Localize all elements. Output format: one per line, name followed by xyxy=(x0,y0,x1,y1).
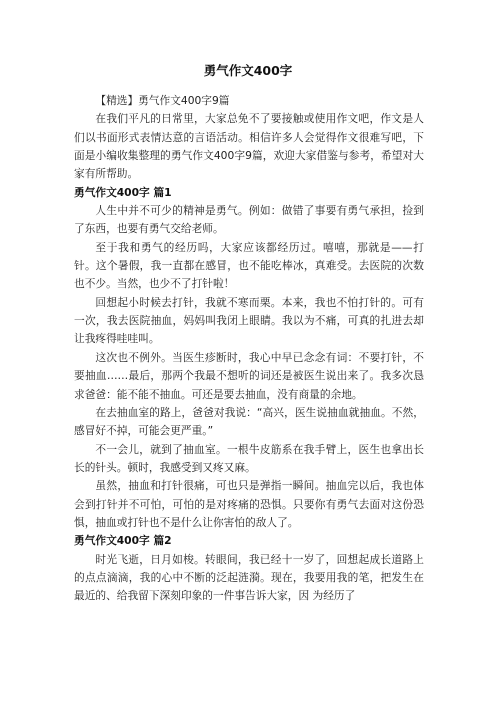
section1-paragraph: 回想起小时候去打针，我就不寒而栗。本来，我也不怕打针的。可有一次，我去医院抽血，妈妈叫我闭上眼睛。我以为不痛，可真的扎进去却让我疼得哇哇叫。 xyxy=(74,295,424,346)
section-heading-1: 勇气作文400字 篇1 xyxy=(74,185,172,199)
intro-paragraph: 在我们平凡的日常里，大家总免不了要接触或使用作文吧，作文是人们以书面形式表情达意的言语活动。相信许多人会觉得作文很难写吧，下面是小编收集整理的勇气作文400字9篇，欢迎大家借鉴与参考，希望对大家有所帮助。 xyxy=(74,112,424,181)
intro-line: 【精选】勇气作文400字9篇 xyxy=(95,94,230,107)
document-body xyxy=(74,92,424,606)
section1-paragraph: 这次也不例外。当医生疹断时，我心中早已念念有词：不要打针，不要抽血……最后，那两个我最不想听的词还是被医生说出来了。我多次恳求爸爸：能不能不抽血。可还是要去抽血，没有商量的余地。 xyxy=(74,350,424,401)
section1-paragraph: 人生中并不可少的精神是勇气。例如：做错了事要有勇气承担，捡到了东西，也要有勇气交给老师。 xyxy=(74,204,424,236)
section2-paragraph: 时光飞逝，日月如梭。转眼间，我已经十一岁了，回想起成长道路上的点点滴滴，我的心中不断的泛起涟漪。现在，我要用我的笔，把发生在最近的、给我留下深刻印象的一件事告诉大家，因 为经历了 xyxy=(74,552,424,603)
section1-paragraph: 至于我和勇气的经历吗，大家应该都经历过。嘻嘻，那就是——打针。这个暑假，我一直都在感冒，也不能吃棒冰，真难受。去医院的次数也不少。当然，也少不了打针啦！ xyxy=(74,240,424,291)
document-title: 勇气作文400字 xyxy=(203,63,293,78)
section1-paragraph: 在去抽血室的路上，爸爸对我说：“高兴，医生说抽血就抽血。不然，感冒好不掉，可能会更严重。” xyxy=(74,405,424,438)
section1-paragraph: 虽然，抽血和打针很痛，可也只是弹指一瞬间。抽血完以后，我也体会到打针并不可怕，可怕的是对疼痛的恐惧。只要你有勇气去面对这份恐惧，抽血或打针也不是什么让你害怕的敌人了。 xyxy=(74,479,424,529)
section-heading-2: 勇气作文400字 篇2 xyxy=(74,534,172,548)
section1-paragraph: 不一会儿，就到了抽血室。一根牛皮筋系在我手臂上，医生也拿出长长的针头。顿时，我感受到又疼又麻。 xyxy=(74,442,424,474)
